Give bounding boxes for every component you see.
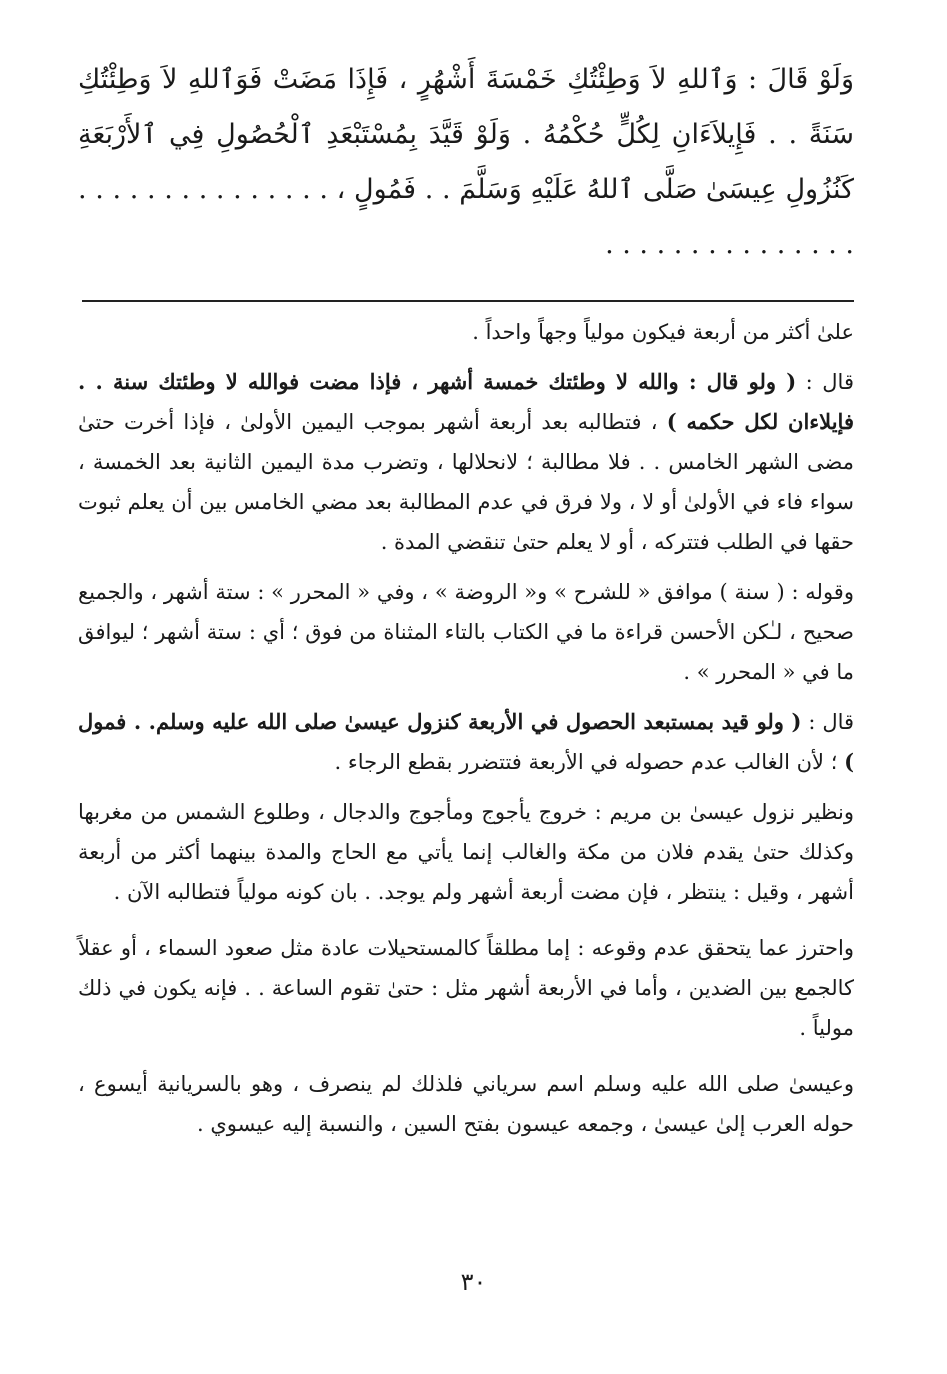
matn-text: وَلَوْ قَالَ : وَٱللهِ لاَ وَطِئْتُكِ خَمْسَةَ أَشْهُرٍ ، فَإِذَا مَضَتْ فَوَٱللهِ لاَ وَطِئْتُكِ سَنَةً . . فَإِيلاَءَانِ لِكُلٍّ حُكْمُهُ . وَلَوْ قَيَّدَ بِمُسْتَبْعَدِ ٱلْحُصُولِ فِي ٱلأَرْبَعَةِ كَنُزُولِ عِيسَىٰ صَلَّى ٱللهُ عَلَيْهِ وَسَلَّمَ . . فَمُولٍ ، . . . . . . . . . . . . . . . . . . . . . . . . . . . . . . xyxy=(78,64,854,260)
commentary-text: ، فتطالبه بعد أربعة أشهر بموجب اليمين الأولىٰ ، فإذا أخرت حتىٰ مضى الشهر الخامس . . فلا مطالبة ؛ لانحلالها ، وتضرب مدة اليمين الثانية بعد الخمسة ، سواء فاء في الأولىٰ أو لا ، ولا فرق في عدم المطالبة بعد مضي الخامس بين أن يعلم ثبوت حقها في الطلب فتتركه ، أو لا يعلم حتىٰ تنقضي المدة . xyxy=(78,410,854,554)
commentary-paragraph: وقوله : ( سنة ) موافق « للشرح » و« الروضة » ، وفي « المحرر » : ستة أشهر ، والجميع صحيح ، لـٰكن الأحسن قراءة ما في الكتاب بالتاء المثناة من فوق ؛ أي : ستة أشهر ؛ ليوافق ما في « المحرر » . xyxy=(78,580,854,684)
quoted-matn: ( ولو قيد بمستبعد الحصول في الأربعة كنزول عيسىٰ صلى الله عليه وسلم. . فمول ) xyxy=(78,709,854,774)
commentary xyxy=(78,312,854,1144)
page-body xyxy=(78,52,854,1154)
commentary-paragraph: وعيسىٰ صلى الله عليه وسلم اسم سرياني فلذلك لم ينصرف ، وهو بالسريانية أيسوع ، حوله العرب إلىٰ عيسىٰ ، وجمعه عيسون بفتح السين ، والنسبة إليه عيسوي . xyxy=(78,1072,854,1136)
qala-label: قال : xyxy=(796,370,854,394)
commentary-paragraph xyxy=(78,702,854,782)
separator-rule xyxy=(82,300,854,302)
commentary-paragraph: علىٰ أكثر من أربعة فيكون مولياً وجهاً واحداً . xyxy=(472,320,854,344)
commentary-paragraph: ونظير نزول عيسىٰ بن مريم : خروج يأجوج ومأجوج والدجال ، وطلوع الشمس من مغربها وكذلك حتىٰ يقدم فلان من مكة والغالب إنما يأتي مع الحاج والمدة بينهما أكثر من أربعة أشهر ، وقيل : ينتظر ، فإن مضت أربعة أشهر ولم يوجد. . بان كونه مولياً فتطالبه الآن . xyxy=(78,800,854,904)
qala-label: قال : xyxy=(801,710,855,734)
commentary-paragraph: واحترز عما يتحقق عدم وقوعه : إما مطلقاً كالمستحيلات عادة مثل صعود السماء ، أو عقلاً كالجمع بين الضدين ، وأما في الأربعة أشهر مثل : حتىٰ تقوم الساعة . . فإنه يكون في ذلك مولياً . xyxy=(78,936,854,1040)
quoted-matn: ( ولو قال : والله لا وطئتك خمسة أشهر ، فإذا مضت فوالله لا وطئتك سنة . . فإيلاءان لكل حكمه ) xyxy=(78,369,854,434)
page-number: ٣٠ xyxy=(460,1268,487,1296)
commentary-text: ؛ لأن الغالب عدم حصوله في الأربعة فتتضرر بقطع الرجاء . xyxy=(334,750,845,774)
commentary-paragraph xyxy=(78,362,854,562)
